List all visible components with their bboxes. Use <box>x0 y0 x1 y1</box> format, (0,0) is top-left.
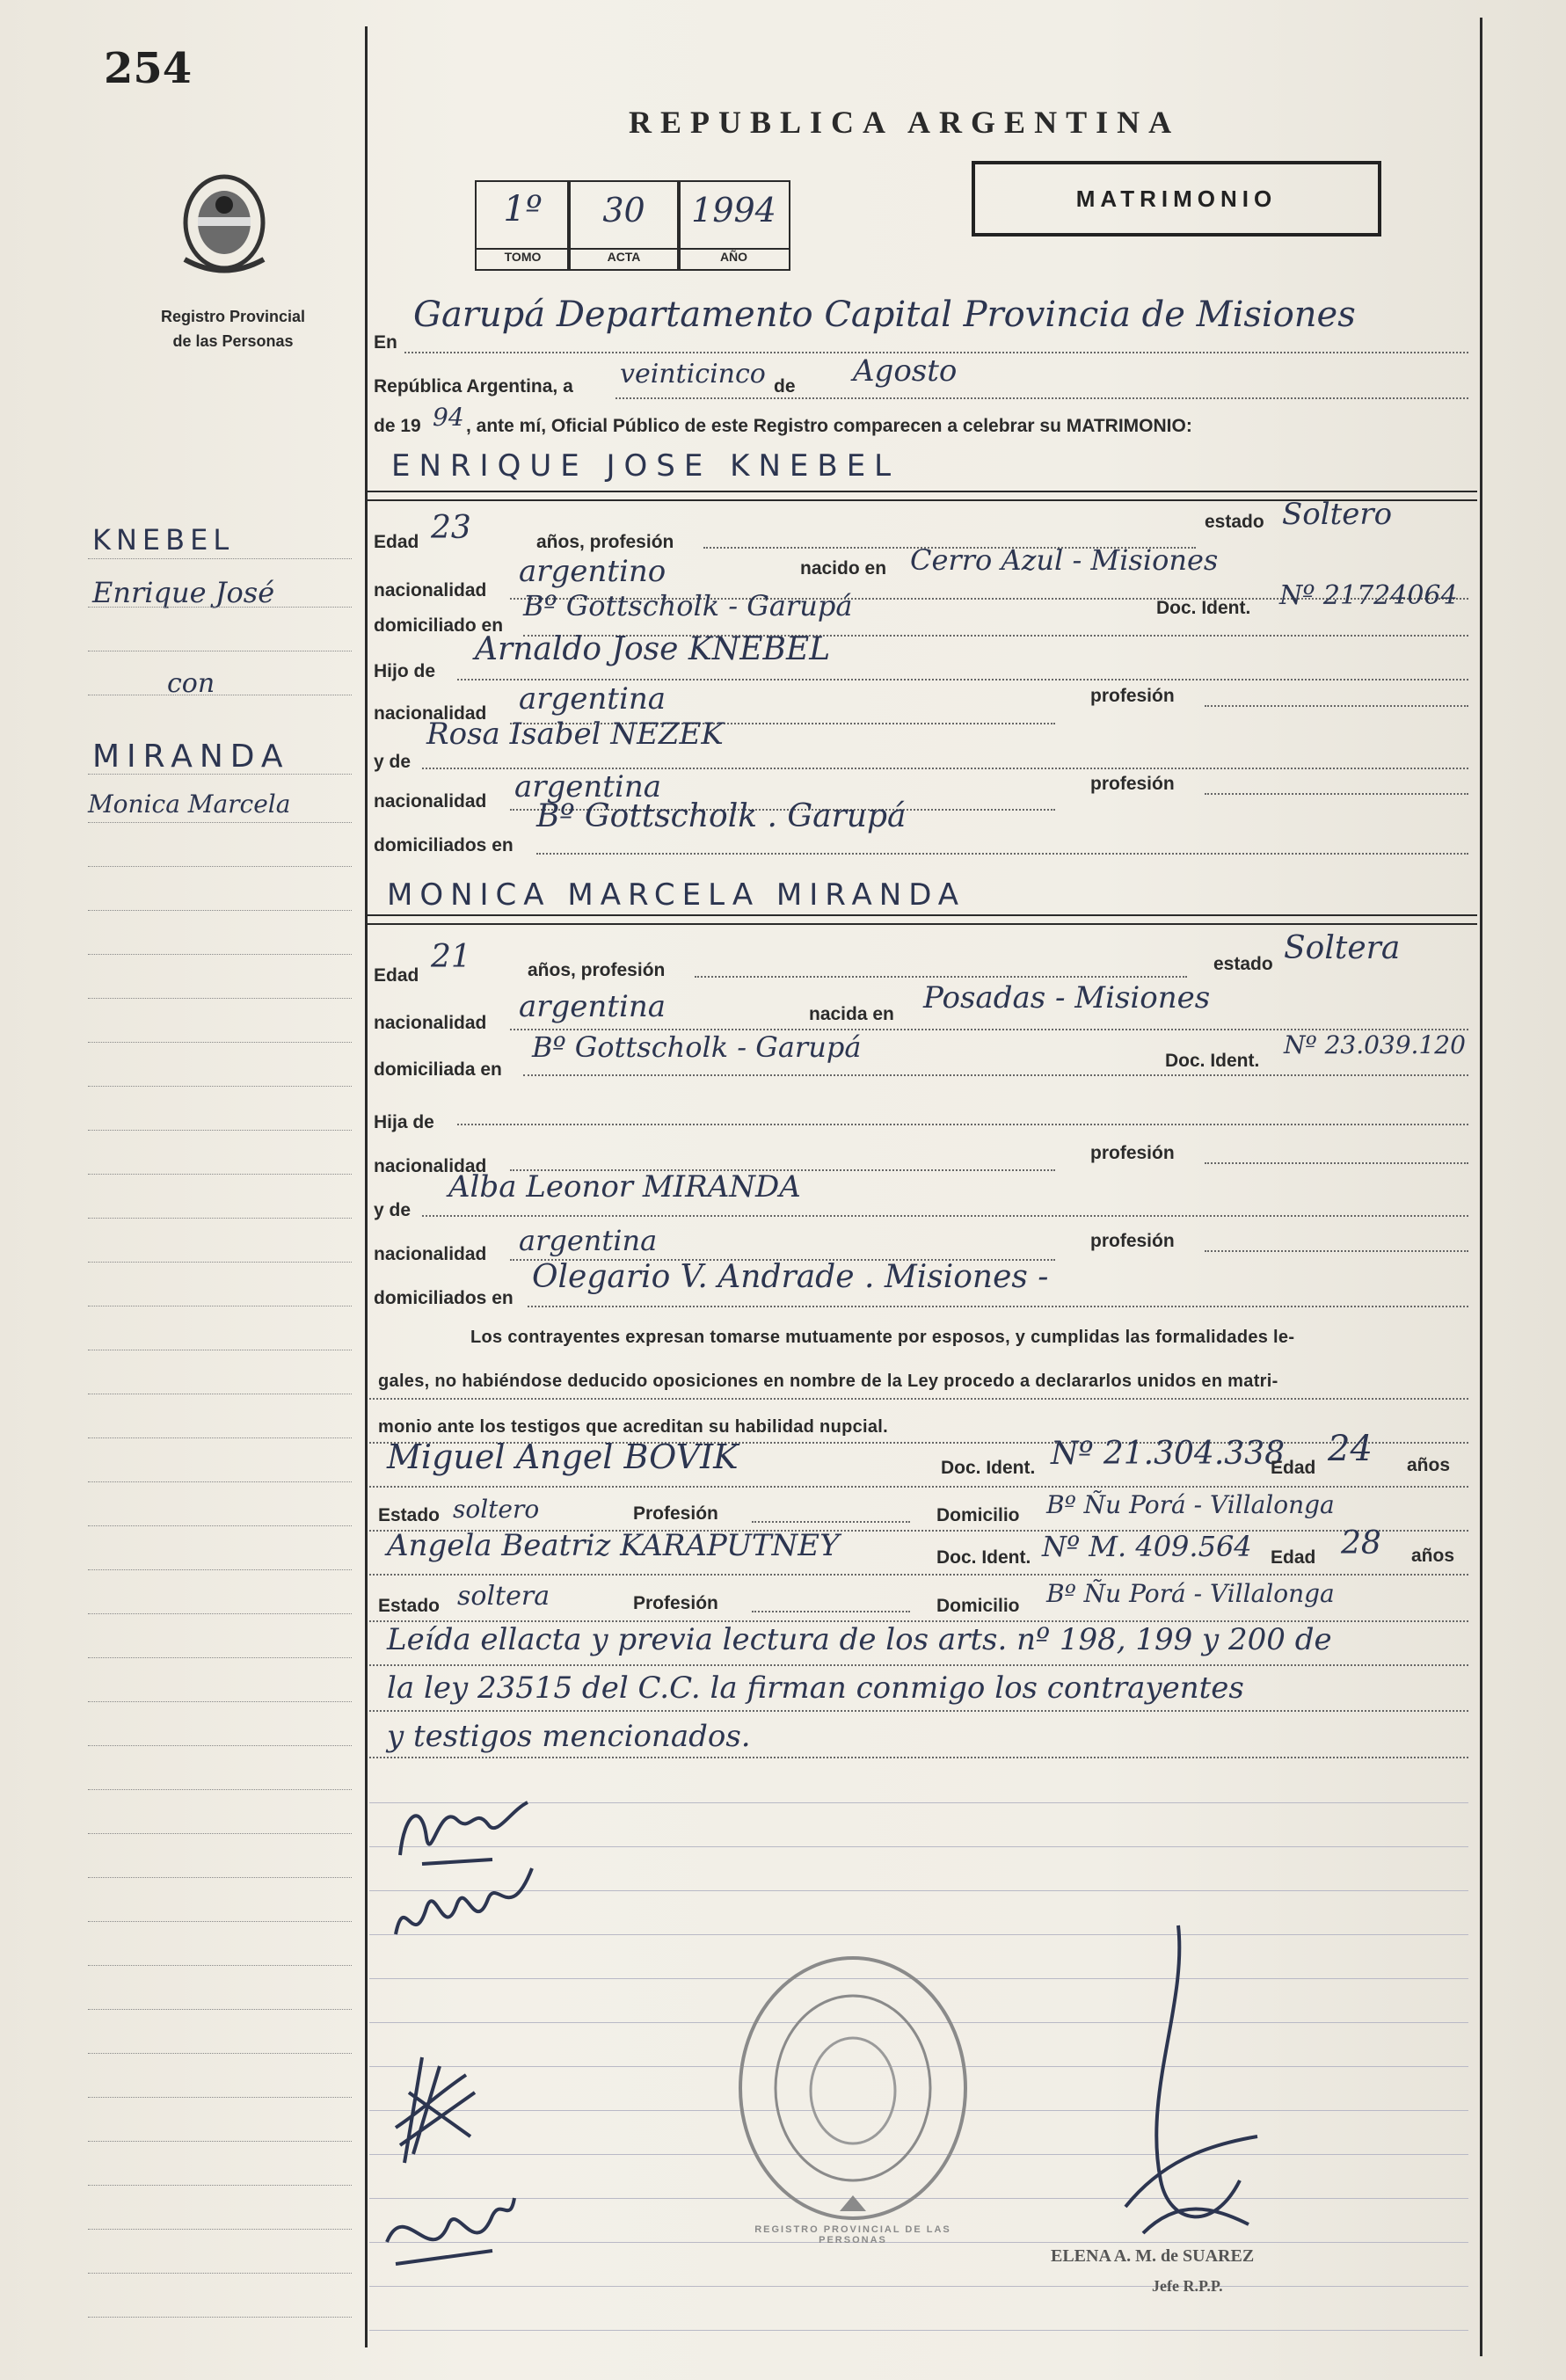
coat-of-arms-icon <box>167 163 281 277</box>
bride-age: 21 <box>431 939 471 975</box>
record-type: MATRIMONIO <box>1075 185 1278 212</box>
groom-nacido-label: nacido en <box>800 558 887 579</box>
bride-doc: Nº 23.039.120 <box>1284 1030 1466 1059</box>
witness2-domicilio-label: Domicilio <box>936 1596 1020 1616</box>
bride-hija-label: Hija de <box>374 1112 434 1132</box>
groom-age: 23 <box>431 510 471 546</box>
bride-anos-profesion-label: años, profesión <box>528 960 666 980</box>
witness2-name: Angela Beatriz KARAPUTNEY <box>387 1528 840 1563</box>
declaration-line3: monio ante los testigos que acreditan su habilidad nupcial. <box>378 1417 889 1437</box>
signature-witness1-icon <box>387 2040 492 2172</box>
groom-mother-nationality: argentina <box>514 769 662 804</box>
witness1-doc: Nº 21.304.338 <box>1051 1436 1285 1472</box>
groom-nacionalidad-label: nacionalidad <box>374 580 487 600</box>
groom-parents-domicile: Bº Gottscholk . Garupá <box>536 798 907 834</box>
witness2-domicile: Bº Ñu Porá - Villalonga <box>1046 1579 1335 1608</box>
margin-bride-names: Monica Marcela <box>88 790 291 819</box>
record-type-box <box>972 161 1381 237</box>
bride-estado-label: estado <box>1213 954 1273 974</box>
witness2-estado-label: Estado <box>378 1596 441 1616</box>
tomo-label-cell <box>475 248 571 271</box>
bride-mother-nationality: argentina <box>519 1224 658 1257</box>
margin-groom-surname: KNEBEL <box>92 523 235 557</box>
right-rule <box>1480 18 1482 2356</box>
groom-doc: Nº 21724064 <box>1279 580 1458 611</box>
closing-line2: la ley 23515 del C.C. la firman conmigo los contrayentes <box>387 1670 1244 1706</box>
de-label: de <box>774 376 796 397</box>
republica-label: República Argentina, a <box>374 376 573 397</box>
tomo-box <box>475 180 571 250</box>
place: Garupá Departamento Capital Provincia de Misiones <box>413 295 1356 335</box>
groom-hijo-label: Hijo de <box>374 661 436 681</box>
groom-father-nationality: argentina <box>519 681 666 717</box>
page-number: 254 <box>104 44 193 93</box>
ano-label-cell <box>677 248 790 271</box>
witness1-estado-label: Estado <box>378 1505 441 1525</box>
bride-mother-profesion-label: profesión <box>1090 1231 1175 1251</box>
registry-name-line2: de las Personas <box>172 332 294 350</box>
country-title: REPUBLICA ARGENTINA <box>629 105 1181 140</box>
groom-mother-nat-label: nacionalidad <box>374 791 487 812</box>
witness2-profesion-label: Profesión <box>633 1593 718 1613</box>
closing-line1: Leída ellacta y previa lectura de los arts. nº 198, 199 y 200 de <box>387 1622 1332 1657</box>
bride-estado: Soltera <box>1284 930 1401 966</box>
bride-father-profesion-label: profesión <box>1090 1143 1175 1163</box>
bride-mother: Alba Leonor MIRANDA <box>448 1169 801 1205</box>
witness2-estado: soltera <box>457 1581 550 1612</box>
bride-mother-nat-label: nacionalidad <box>374 1244 487 1264</box>
witness1-edad-label: Edad <box>1271 1458 1316 1478</box>
bride-yde-label: y de <box>374 1200 412 1220</box>
signature-bride-icon <box>387 1855 545 1961</box>
groom-nationality: argentino <box>519 554 666 589</box>
bride-domiciliados-label: domiciliados en <box>374 1288 514 1308</box>
bride-birthplace: Posadas - Misiones <box>923 980 1211 1015</box>
witness1-anos-label: años <box>1407 1455 1451 1475</box>
bride-parents-domicile: Olegario V. Andrade . Misiones - <box>532 1259 1049 1295</box>
year-suffix: 94 <box>433 403 464 432</box>
closing-line3: y testigos mencionados. <box>387 1719 751 1754</box>
bride-nacida-label: nacida en <box>809 1004 894 1024</box>
bride-domiciliada-label: domiciliada en <box>374 1059 502 1080</box>
witness1-profesion-label: Profesión <box>633 1503 718 1524</box>
groom-estado: Soltero <box>1282 497 1393 532</box>
groom-full-name: ENRIQUE JOSE KNEBEL <box>391 448 900 484</box>
officer-title: Jefe R.P.P. <box>1152 2277 1223 2295</box>
bride-full-name: MONICA MARCELA MIRANDA <box>387 877 966 913</box>
witness2-doc: Nº M. 409.564 <box>1042 1530 1252 1563</box>
acta-value: 30 <box>602 191 645 229</box>
witness2-doc-label: Doc. Ident. <box>936 1547 1031 1568</box>
officer-name: ELENA A. M. de SUAREZ <box>1051 2246 1255 2266</box>
month: Agosto <box>853 353 958 389</box>
acta-label: ACTA <box>607 250 641 264</box>
witness1-domicilio-label: Domicilio <box>936 1505 1020 1525</box>
margin-bride-surname: MIRANDA <box>92 739 290 775</box>
witness2-edad-label: Edad <box>1271 1547 1316 1568</box>
bride-father-nat-label: nacionalidad <box>374 1156 487 1176</box>
groom-domicile: Bº Gottscholk - Garupá <box>523 589 853 622</box>
tomo-value: 1º <box>503 189 543 229</box>
ano-value: 1994 <box>691 191 776 229</box>
groom-mother: Rosa Isabel NEZEK <box>426 717 724 752</box>
intro-statement: , ante mí, Oficial Público de este Registro comparecen a celebrar su MATRIMONIO: <box>466 416 1192 436</box>
groom-birthplace: Cerro Azul - Misiones <box>910 543 1219 577</box>
witness1-name: Miguel Angel BOVIK <box>387 1437 739 1476</box>
signature-officer-icon <box>1090 1917 1266 2268</box>
ano-label: AÑO <box>719 250 748 264</box>
witness2-age: 28 <box>1341 1525 1381 1561</box>
en-label: En <box>374 332 397 353</box>
bride-nationality: argentina <box>519 989 666 1024</box>
acta-box <box>567 180 681 250</box>
witness1-domicile: Bº Ñu Porá - Villalonga <box>1046 1490 1335 1519</box>
bride-nacionalidad-label: nacionalidad <box>374 1013 487 1033</box>
ano-box <box>677 180 790 250</box>
acta-label-cell <box>567 248 681 271</box>
registry-name-line1: Registro Provincial <box>160 308 306 325</box>
signature-witness2-icon <box>378 2180 519 2277</box>
declaration-line1: Los contrayentes expresan tomarse mutuamente por esposos, y cumplidas las formalidades le- <box>470 1328 1295 1347</box>
groom-anos-profesion-label: años, profesión <box>536 532 674 552</box>
groom-domiciliados-label: domiciliados en <box>374 835 514 855</box>
groom-mother-profesion-label: profesión <box>1090 774 1175 794</box>
groom-domiciliado-label: domiciliado en <box>374 615 504 636</box>
witness1-doc-label: Doc. Ident. <box>941 1458 1036 1478</box>
witness2-anos-label: años <box>1411 1546 1455 1566</box>
official-stamp-icon <box>734 1952 972 2224</box>
witness1-age: 24 <box>1328 1429 1373 1469</box>
groom-doc-label: Doc. Ident. <box>1156 598 1251 618</box>
declaration-line2: gales, no habiéndose deducido oposiciones en nombre de la Ley procedo a declararlos unidos en matri- <box>378 1372 1278 1391</box>
margin-rule <box>365 26 368 2347</box>
witness1-estado: soltero <box>453 1495 540 1524</box>
bride-doc-label: Doc. Ident. <box>1165 1051 1260 1071</box>
groom-yde-label: y de <box>374 752 412 772</box>
bride-domicile: Bº Gottscholk - Garupá <box>532 1030 862 1064</box>
bride-edad-label: Edad <box>374 965 419 986</box>
stamp-text: REGISTRO PROVINCIAL DE LAS PERSONAS <box>754 2224 951 2245</box>
year-prefix: de 19 <box>374 416 421 436</box>
groom-edad-label: Edad <box>374 532 419 552</box>
margin-connector: con <box>167 668 215 699</box>
margin-groom-names: Enrique José <box>92 576 275 609</box>
groom-father-profesion-label: profesión <box>1090 686 1175 706</box>
groom-estado-label: estado <box>1205 512 1264 532</box>
groom-father-nat-label: nacionalidad <box>374 703 487 724</box>
day: veinticinco <box>620 359 766 389</box>
tomo-label: TOMO <box>504 250 542 264</box>
groom-father: Arnaldo Jose KNEBEL <box>475 631 831 667</box>
